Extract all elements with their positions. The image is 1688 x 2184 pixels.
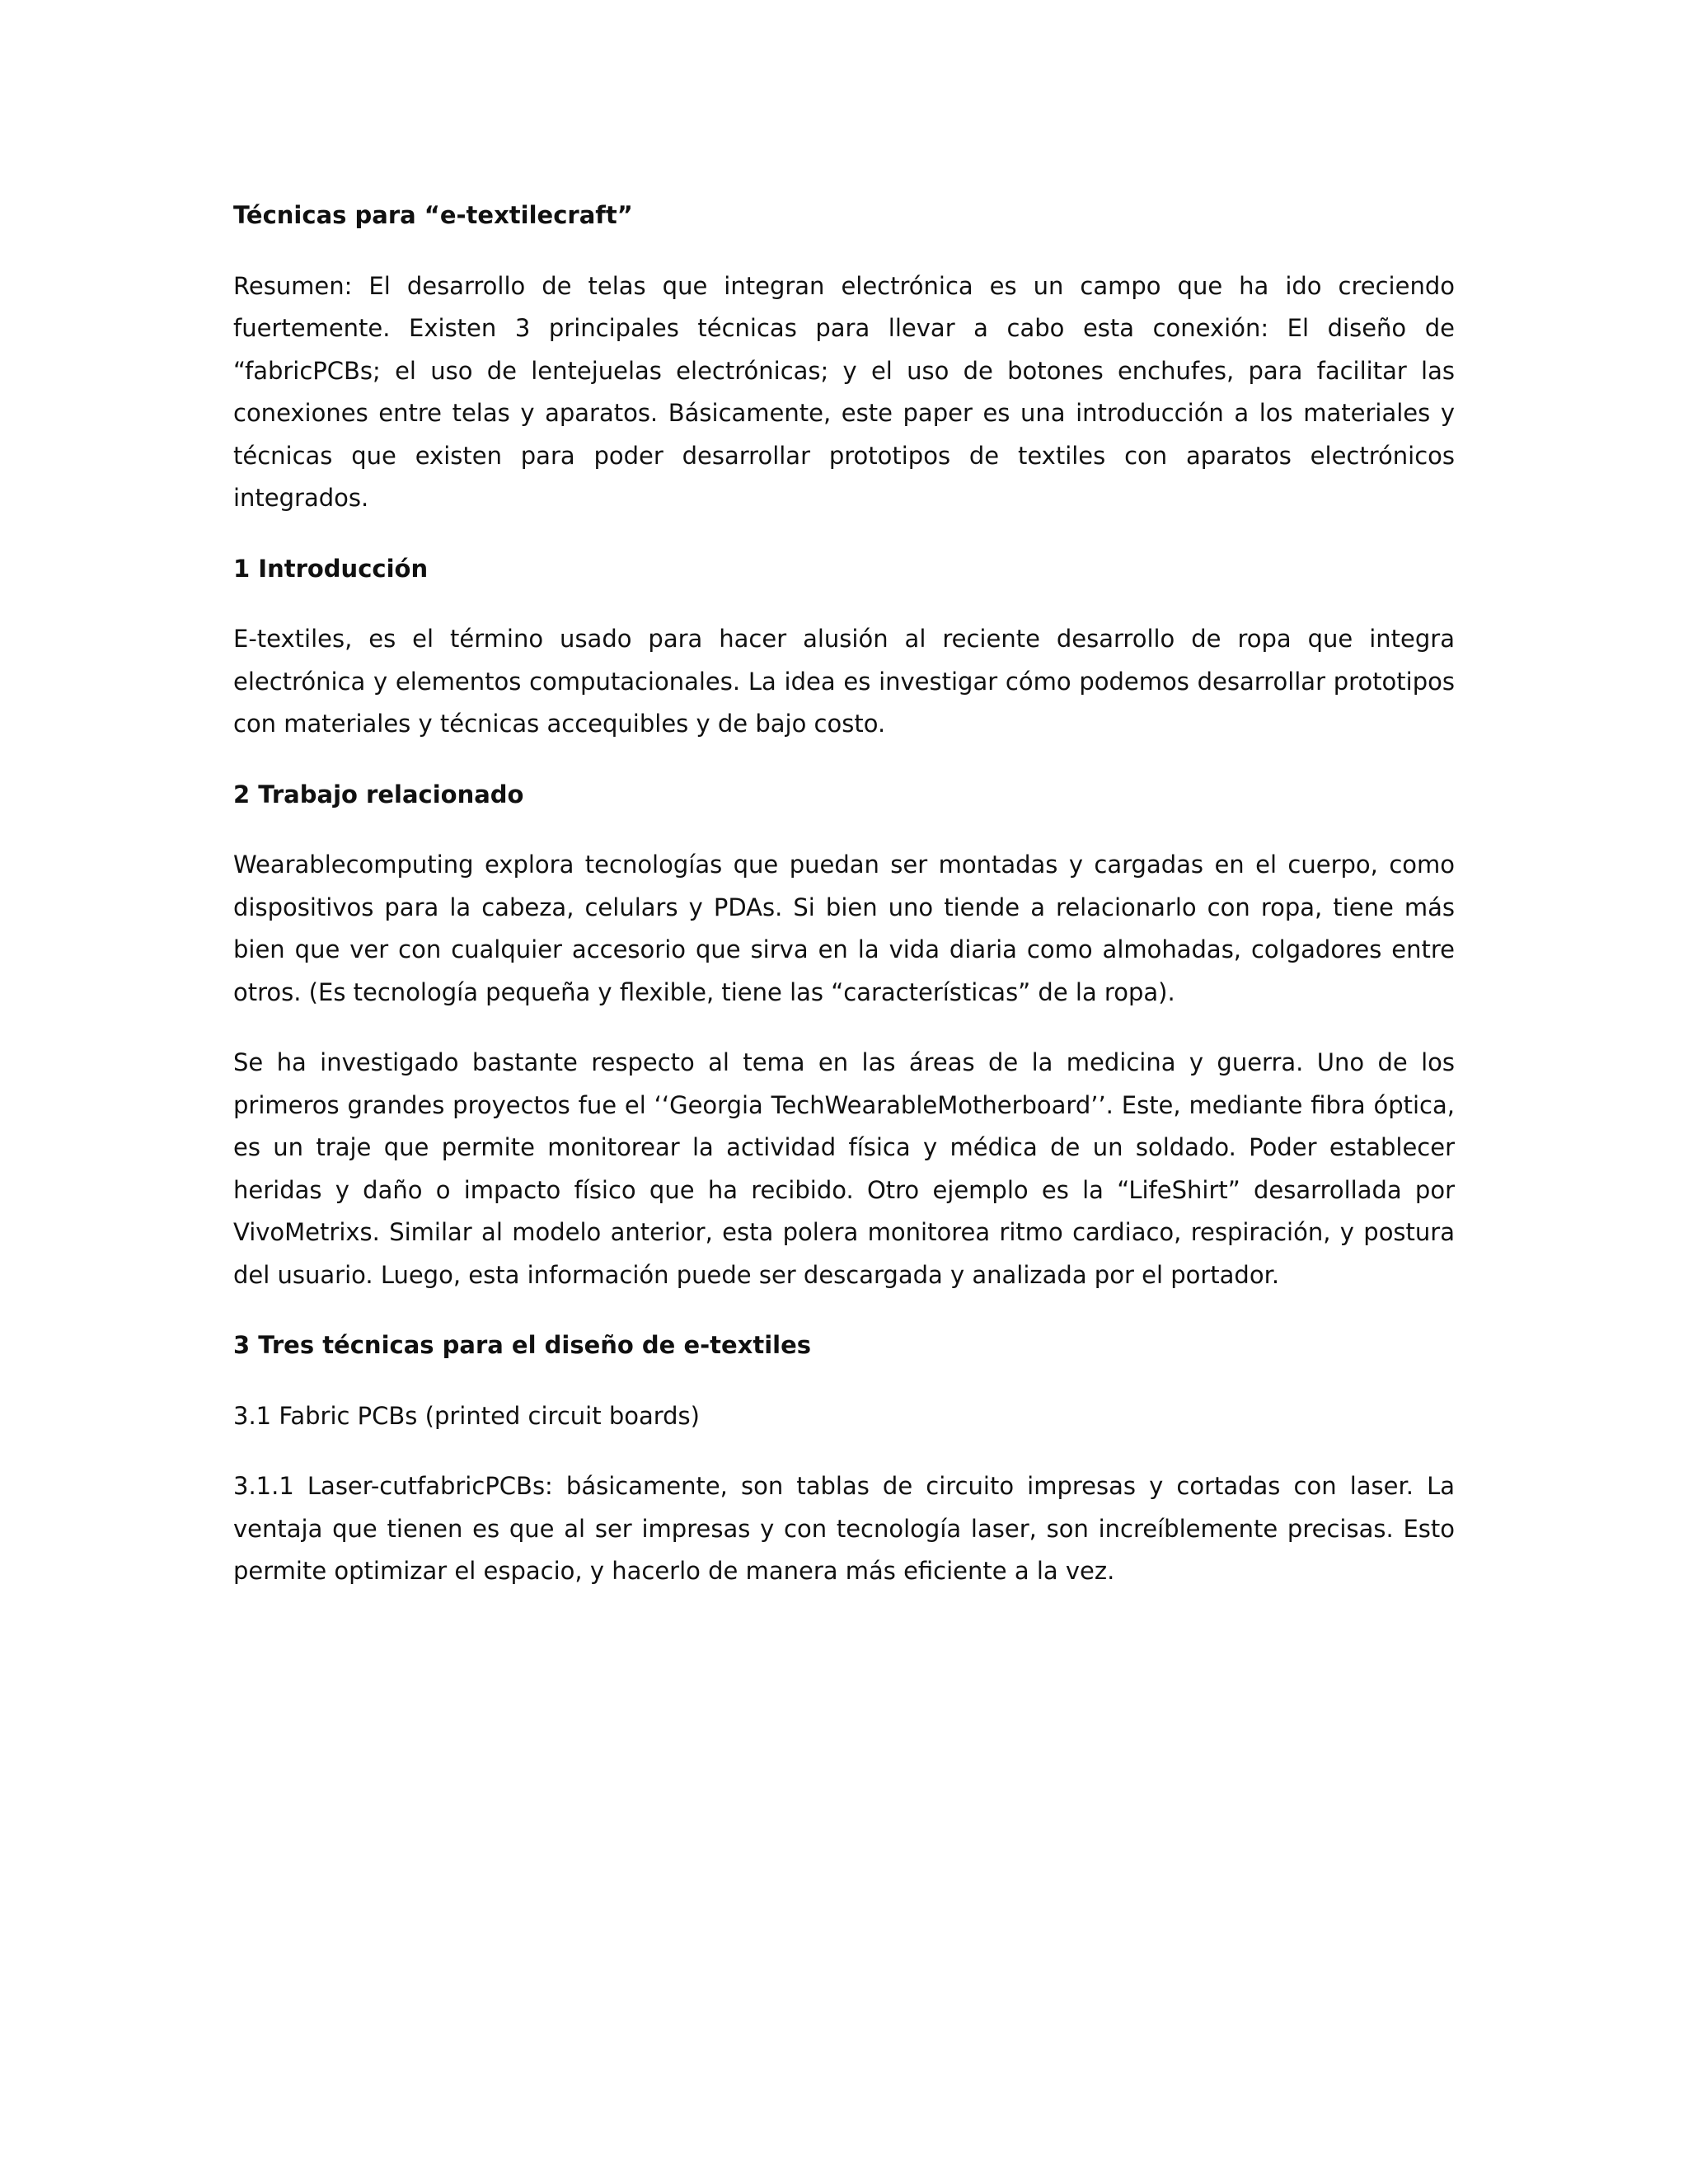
document-page (233, 194, 1455, 1621)
laser-cut-pcbs-paragraph: 3.1.1 Laser-cutfabricPCBs: básicamente, son tablas de circuito impresas y cortadas con laser. La ventaja que tienen es que al ser impresas y con tecnología laser, son increíblemente precisas. Esto permite optimizar el espacio, y hacerlo de manera más eficiente a la vez. (233, 1472, 1455, 1585)
abstract-paragraph: Resumen: El desarrollo de telas que integran electrónica es un campo que ha ido creciendo fuertemente. Existen 3 principales técnicas para llevar a cabo esta conexión: El diseño de “fabricPCBs; el uso de lentejuelas electrónicas; y el uso de botones enchufes, para facilitar las conexiones entre telas y aparatos. Básicamente, este paper es una introducción a los materiales y técnicas que existen para poder desarrollar prototipos de textiles con aparatos electrónicos integrados. (233, 271, 1455, 512)
section-heading-introduction: 1 Introducción (233, 554, 429, 583)
related-work-paragraph-1: Wearablecomputing explora tecnologías que puedan ser montadas y cargadas en el cuerpo, como dispositivos para la cabeza, celulars y PDAs. Si bien uno tiende a relacionarlo con ropa, tiene más bien que ver con cualquier accesorio que sirva en la vida diaria como almohadas, colgadores entre otros. (Es tecnología pequeña y flexible, tiene las “características” de la ropa). (233, 851, 1455, 1006)
document-title: Técnicas para “e-textilecraft” (233, 201, 633, 229)
introduction-paragraph: E-textiles, es el término usado para hacer alusión al reciente desarrollo de ropa que integra electrónica y elementos computacionales. La idea es investigar cómo podemos desarrollar prototipos con materiales y técnicas accequibles y de bajo costo. (233, 625, 1455, 738)
subsection-heading-fabric-pcbs: 3.1 Fabric PCBs (printed circuit boards) (233, 1401, 700, 1430)
section-heading-related-work: 2 Trabajo relacionado (233, 780, 524, 808)
related-work-paragraph-2: Se ha investigado bastante respecto al tema en las áreas de la medicina y guerra. Uno de los primeros grandes proyectos fue el ‘‘Georgia TechWearableMotherboard’’. Este, mediante fibra óptica, es un traje que permite monitorear la actividad física y médica de un soldado. Poder establecer heridas y daño o impacto físico que ha recibido. Otro ejemplo es la “LifeShirt” desarrollada por VivoMetrixs. Similar al modelo anterior, esta polera monitorea ritmo cardiaco, respiración, y postura del usuario. Luego, esta información puede ser descargada y analizada por el portador. (233, 1048, 1455, 1289)
section-heading-techniques: 3 Tres técnicas para el diseño de e-textiles (233, 1331, 812, 1359)
